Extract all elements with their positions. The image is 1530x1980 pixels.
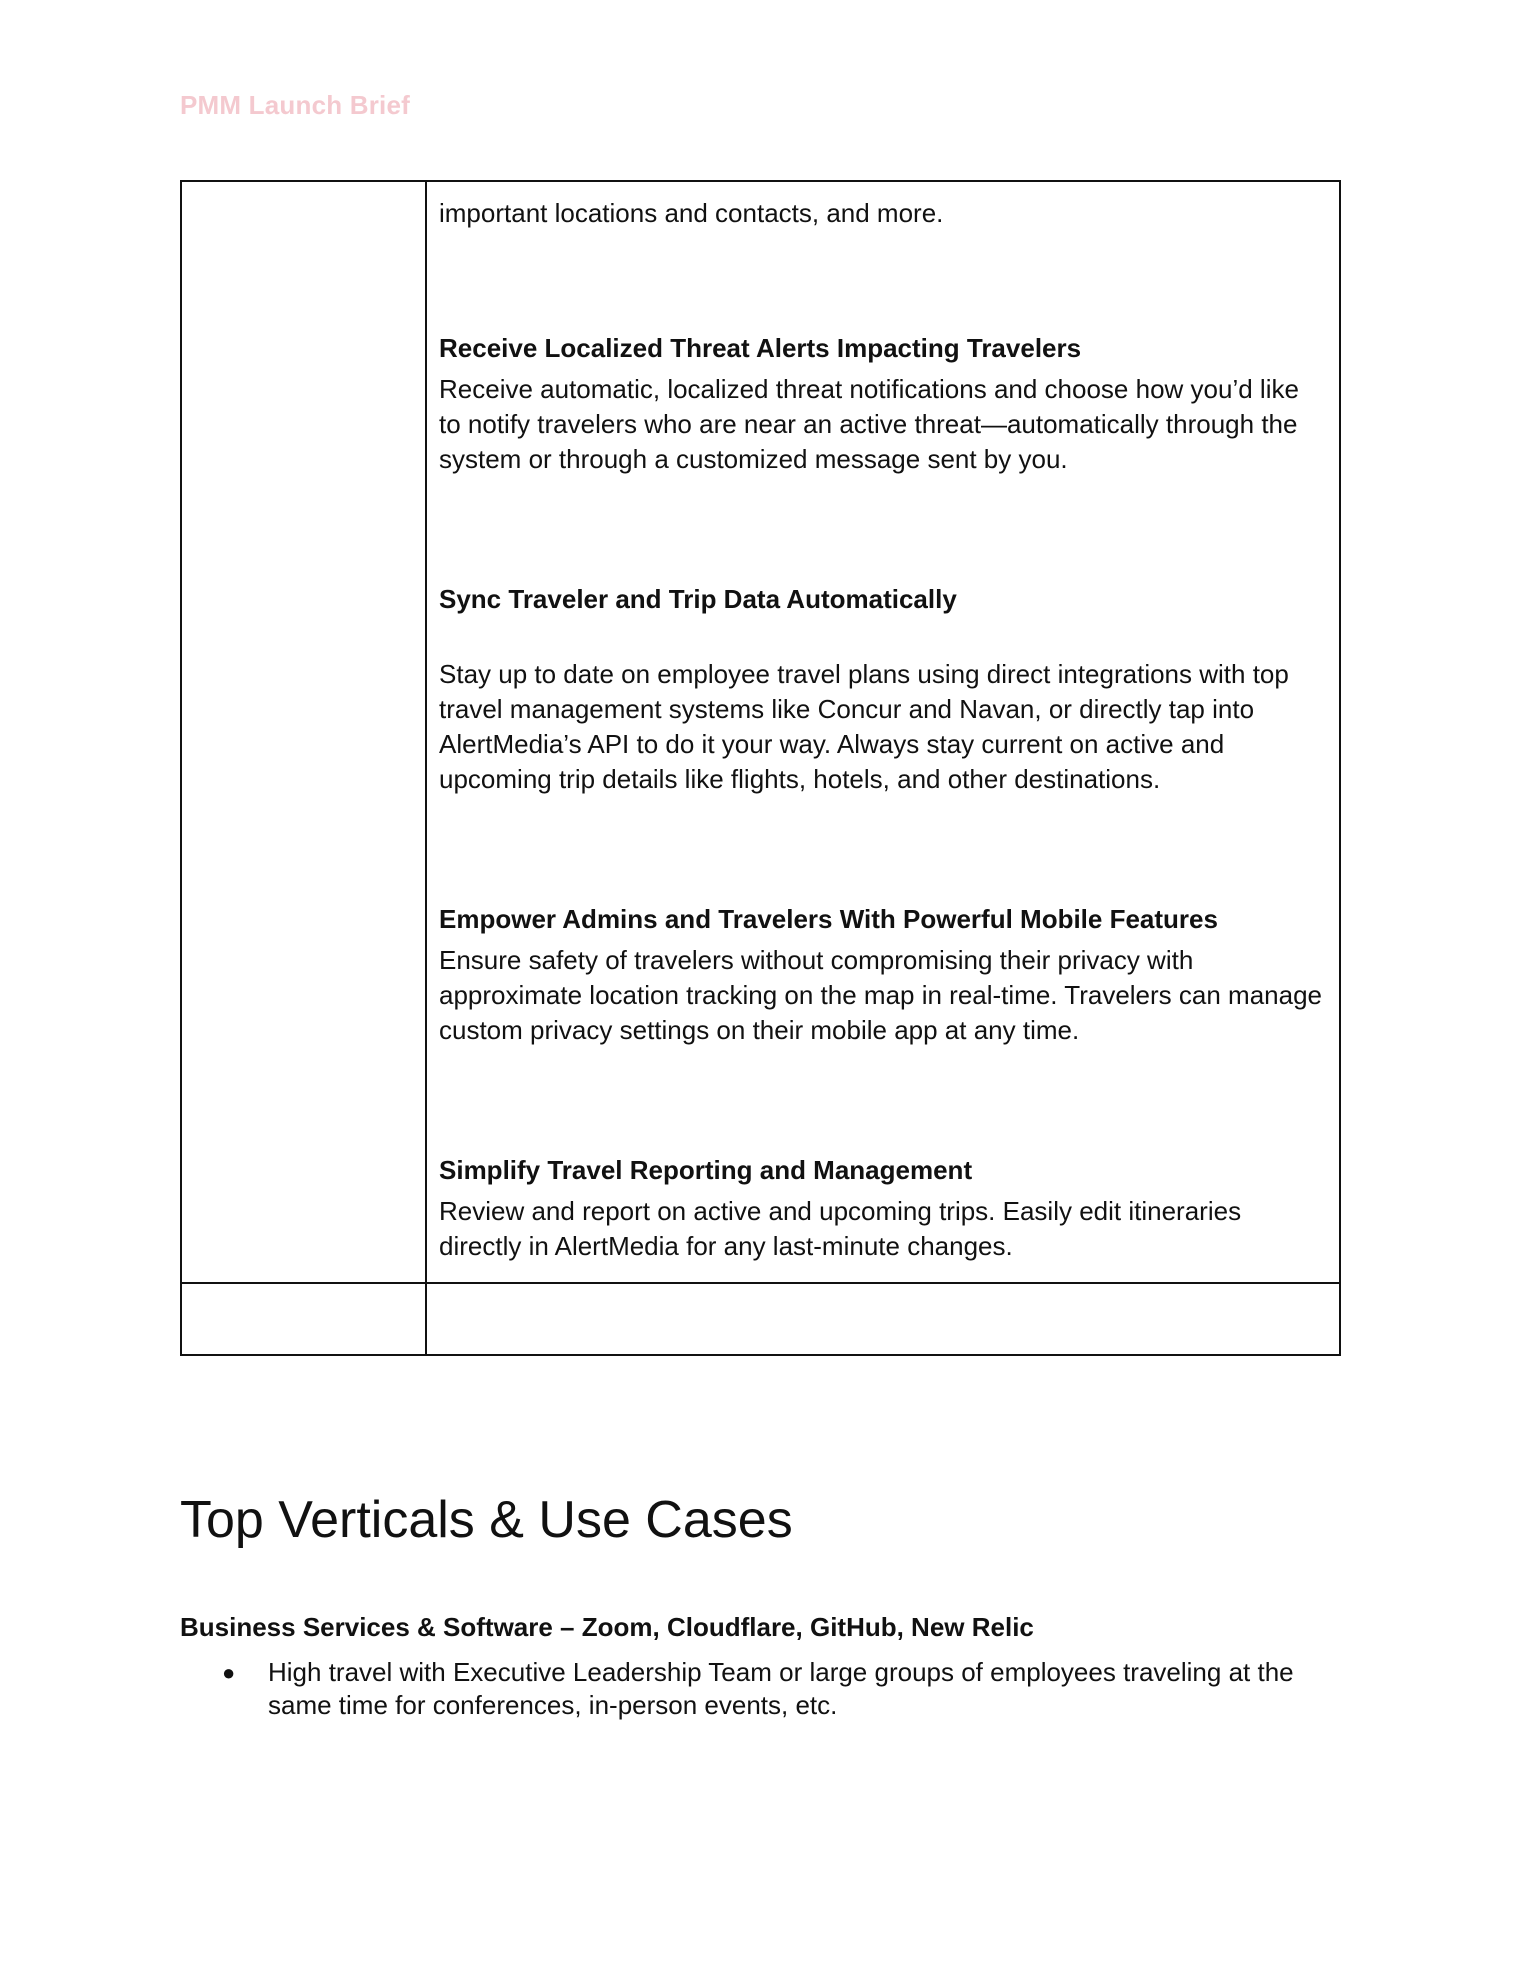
bullet-icon: ● — [222, 1660, 236, 1685]
vertical-title: Business Services & Software – Zoom, Cloudflare, GitHub, New Relic — [180, 1612, 1034, 1642]
table-cell-content — [426, 1283, 1340, 1355]
intro-text: important locations and contacts, and more. — [439, 198, 944, 228]
feature-table — [180, 180, 1341, 1356]
feature-title: Empower Admins and Travelers With Powerful Mobile Features — [439, 904, 1218, 934]
feature-description: Stay up to date on employee travel plans using direct integrations with top travel management systems like Concur and Navan, or directly tap into AlertMedia’s API to do it your way. Always stay current on active and upcoming trip details like flights, hotels, and other destinations. — [439, 659, 1289, 794]
use-case-list — [180, 1656, 1350, 1722]
section-heading: Top Verticals & Use Cases — [180, 1491, 793, 1549]
feature-title: Sync Traveler and Trip Data Automatically — [439, 584, 957, 614]
table-row — [181, 181, 1340, 1283]
feature-title: Simplify Travel Reporting and Management — [439, 1155, 973, 1185]
list-item-text: High travel with Executive Leadership Team or large groups of employees traveling at the same time for conferences, in-person events, etc. — [268, 1657, 1294, 1720]
table-row-empty — [181, 1283, 1340, 1355]
feature-title: Receive Localized Threat Alerts Impacting Travelers — [439, 333, 1082, 363]
feature-description: Review and report on active and upcoming trips. Easily edit itineraries directly in AlertMedia for any last-minute changes. — [439, 1196, 1242, 1261]
feature-block — [439, 331, 1327, 477]
table-cell-label — [181, 181, 426, 1283]
feature-description: Ensure safety of travelers without compromising their privacy with approximate location tracking on the map in real-time. Travelers can manage custom privacy settings on their mobile app at any time. — [439, 945, 1322, 1045]
feature-block — [439, 902, 1327, 1048]
table-cell-label — [181, 1283, 426, 1355]
document-header-title: PMM Launch Brief — [180, 90, 410, 120]
feature-block — [439, 1153, 1327, 1264]
feature-description: Receive automatic, localized threat notifications and choose how you’d like to notify travelers who are near an active threat—automatically through the system or through a customized message sent by you. — [439, 374, 1299, 474]
table-cell-content — [426, 181, 1340, 1283]
feature-block — [439, 582, 1327, 797]
list-item — [180, 1656, 1350, 1722]
